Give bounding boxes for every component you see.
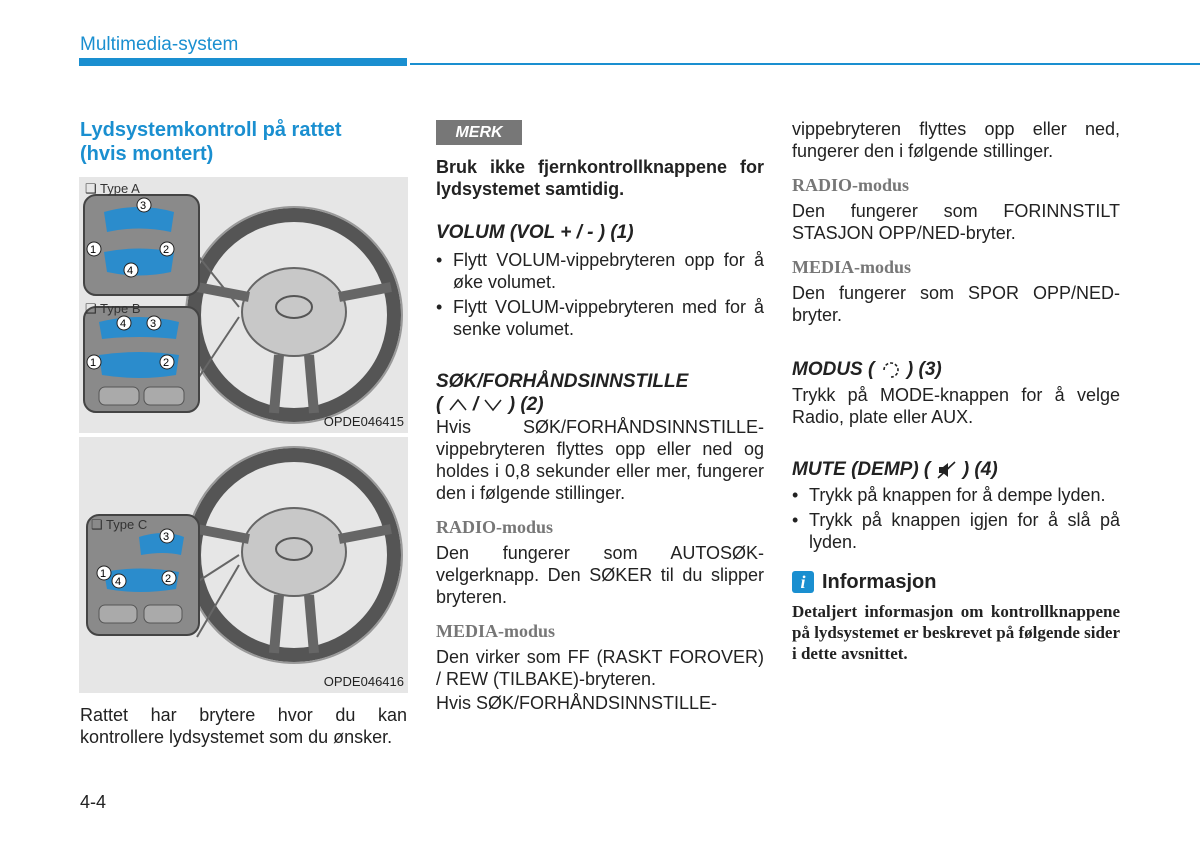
svg-text:1: 1 [100, 568, 107, 580]
mute-heading-post: ) (4) [962, 459, 998, 480]
seek-radio-heading: RADIO-modus [436, 517, 554, 537]
seek-radio-text: Den fungerer som AUTOSØK-velgerknapp. Den SØKER til du slipper bryteren. [436, 543, 764, 607]
running-header: Multimedia-system [80, 34, 239, 55]
mute-icon [936, 460, 958, 480]
svg-text:4: 4 [115, 576, 122, 588]
merk-text: Bruk ikke fjernkontrollknappene for lydsystemet samtidig. [436, 157, 764, 199]
col3-radio-heading: RADIO-modus [792, 175, 910, 195]
seek-paragraph: Hvis SØK/FORHÅNDSINNSTILLE-vippebryteren flyttes opp eller ned og holdes i 0,8 sekunder eller mer, fungerer den i følgende stillinger. [436, 417, 764, 503]
volume-bullet: • Flytt VOLUM-vippebryteren opp for å øke volumet. [436, 249, 764, 293]
svg-text:2: 2 [165, 573, 172, 585]
mute-bullet: • Trykk på knappen igjen for å slå på lyden. [792, 509, 1120, 553]
col3-radio-text: Den fungerer som FORINNSTILT STASJON OPP/NED-bryter. [792, 201, 1120, 243]
volume-heading: VOLUM (VOL + / - ) (1) [436, 222, 634, 243]
seek-heading-close: ) (2) [508, 394, 544, 415]
seek-continued-text: vippebryteren flyttes opp eller ned, fungerer den i følgende stillinger. [792, 119, 1120, 161]
merk-badge: MERK [436, 120, 522, 145]
seek-heading-line2 [436, 393, 764, 416]
type-a-label: ❑ Type A [85, 181, 140, 196]
svg-text:3: 3 [163, 531, 170, 543]
svg-text:1: 1 [90, 244, 97, 256]
left-caption: Rattet har brytere hvor du kan kontrollere lydsystemet som du ønsker. [80, 705, 407, 747]
seek-heading [436, 370, 764, 416]
type-c-label: ❑ Type C [91, 517, 148, 532]
mute-heading-pre: MUTE (DEMP) ( [792, 459, 931, 480]
mode-heading-pre: MODUS ( [792, 359, 875, 380]
svg-text:2: 2 [163, 244, 170, 256]
mode-text: Trykk på MODE-knappen for å velge Radio, plate eller AUX. [792, 385, 1120, 427]
seek-heading-slash: / [472, 394, 479, 415]
svg-text:3: 3 [150, 318, 157, 330]
seek-heading-open: ( [436, 394, 443, 415]
mode-heading [792, 358, 1120, 381]
chevron-down-icon [483, 398, 503, 412]
seek-trailing-text: Hvis SØK/FORHÅNDSINNSTILLE- [436, 693, 718, 713]
svg-text:4: 4 [120, 318, 127, 330]
svg-text:2: 2 [163, 357, 170, 369]
header-rule-thin [410, 63, 1200, 65]
figure-code: OPDE046415 [323, 414, 404, 429]
steering-wheel-illustration-2 [79, 437, 408, 693]
figure-steering-wheel-type-c [79, 437, 408, 693]
mode-heading-post: ) (3) [906, 359, 942, 380]
info-text: Detaljert informasjon om kontrollknappene på lydsystemet er beskrevet på følgende sider i dette avsnittet. [792, 602, 1121, 663]
col3-media-text: Den fungerer som SPOR OPP/NED-bryter. [792, 283, 1120, 325]
svg-text:3: 3 [140, 200, 147, 212]
info-icon: i [792, 571, 814, 593]
mute-heading [792, 458, 1120, 481]
volume-bullet: • Flytt VOLUM-vippebryteren med for å senke volumet. [436, 296, 764, 340]
page-number: 4-4 [80, 792, 107, 812]
section-title-line2: (hvis montert) [80, 143, 214, 165]
section-title-line1: Lydsystemkontroll på rattet [80, 119, 342, 141]
section-title [80, 118, 400, 166]
col3-media-heading: MEDIA-modus [792, 257, 912, 277]
seek-media-heading: MEDIA-modus [436, 621, 556, 641]
header-rule-thick [79, 58, 407, 66]
figure-steering-wheel-type-a-b [79, 177, 408, 433]
info-heading [792, 571, 1120, 593]
figure-code: OPDE046416 [323, 674, 404, 689]
chevron-up-icon [448, 398, 468, 412]
info-heading-label: Informasjon [822, 571, 937, 593]
column-3 [792, 118, 1120, 664]
seek-heading-line1: SØK/FORHÅNDSINNSTILLE [436, 371, 689, 392]
svg-text:4: 4 [127, 265, 134, 277]
mode-icon [880, 360, 902, 380]
seek-media-text: Den virker som FF (RASKT FOROVER) / REW (TILBAKE)-bryteren. [436, 647, 764, 689]
type-b-label: ❑ Type B [85, 301, 141, 316]
mute-bullet: • Trykk på knappen for å dempe lyden. [792, 484, 1120, 506]
svg-text:1: 1 [90, 357, 97, 369]
column-2 [436, 156, 764, 714]
